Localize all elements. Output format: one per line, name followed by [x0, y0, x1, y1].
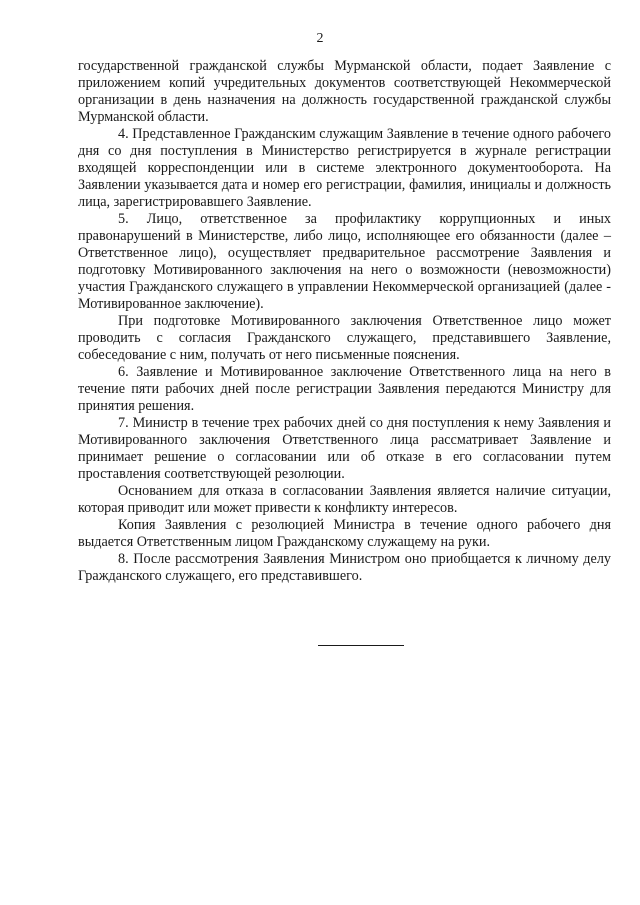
paragraph-item-7-minister-decision: 7. Министр в течение трех рабочих дней со дня поступления к нему Заявления и Мотивированного заключения Ответственного лица рассматривает Заявление и принимает решение о согласовании или об отказе в его согласовании путем проставления соответствующей резолюции.	[78, 415, 611, 482]
paragraph-copy-issued: Копия Заявления с резолюцией Министра в течение одного рабочего дня выдается Ответственным лицом Гражданскому служащему на руки.	[78, 517, 611, 550]
closing-divider-line	[318, 645, 404, 646]
paragraph-interview-note: При подготовке Мотивированного заключения Ответственное лицо может проводить с согласия Гражданского служащего, представившего Заявление, собеседование с ним, получать от него письменные пояснения.	[78, 313, 611, 363]
paragraph-item-4-registration: 4. Представленное Гражданским служащим Заявление в течение одного рабочего дня со дня поступления в Министерство регистрируется в журнале регистрации входящей корреспонденции или в системе электронного документооборота. На Заявлении указывается дата и номер его регистрации, фамилия, инициалы и должность лица, зарегистрировавшего Заявление.	[78, 126, 611, 210]
paragraph-item-5-responsible-person: 5. Лицо, ответственное за профилактику коррупционных и иных правонарушений в Министерстве, либо лицо, исполняющее его обязанности (далее – Ответственное лицо), осуществляет предварительное рассмотрение Заявления и подготовку Мотивированного заключения на него о возможности (невозможности) участия Гражданского служащего в управлении Некоммерческой организацией (далее - Мотивированное заключение).	[78, 211, 611, 312]
paragraph-refusal-grounds: Основанием для отказа в согласовании Заявления является наличие ситуации, которая приводит или может привести к конфликту интересов.	[78, 483, 611, 516]
paragraph-item-8-filing: 8. После рассмотрения Заявления Министром оно приобщается к личному делу Гражданского служащего, его представившего.	[78, 551, 611, 584]
document-body	[78, 58, 611, 585]
paragraph-item-6-transfer: 6. Заявление и Мотивированное заключение Ответственного лица на него в течение пяти рабочих дней после регистрации Заявления передаются Министру для принятия решения.	[78, 364, 611, 414]
paragraph-continuation: государственной гражданской службы Мурманской области, подает Заявление с приложением копий учредительных документов соответствующей Некоммерческой организации в день назначения на должность государственной гражданской службы Мурманской области.	[78, 58, 611, 125]
page-number: 2	[316, 31, 324, 46]
